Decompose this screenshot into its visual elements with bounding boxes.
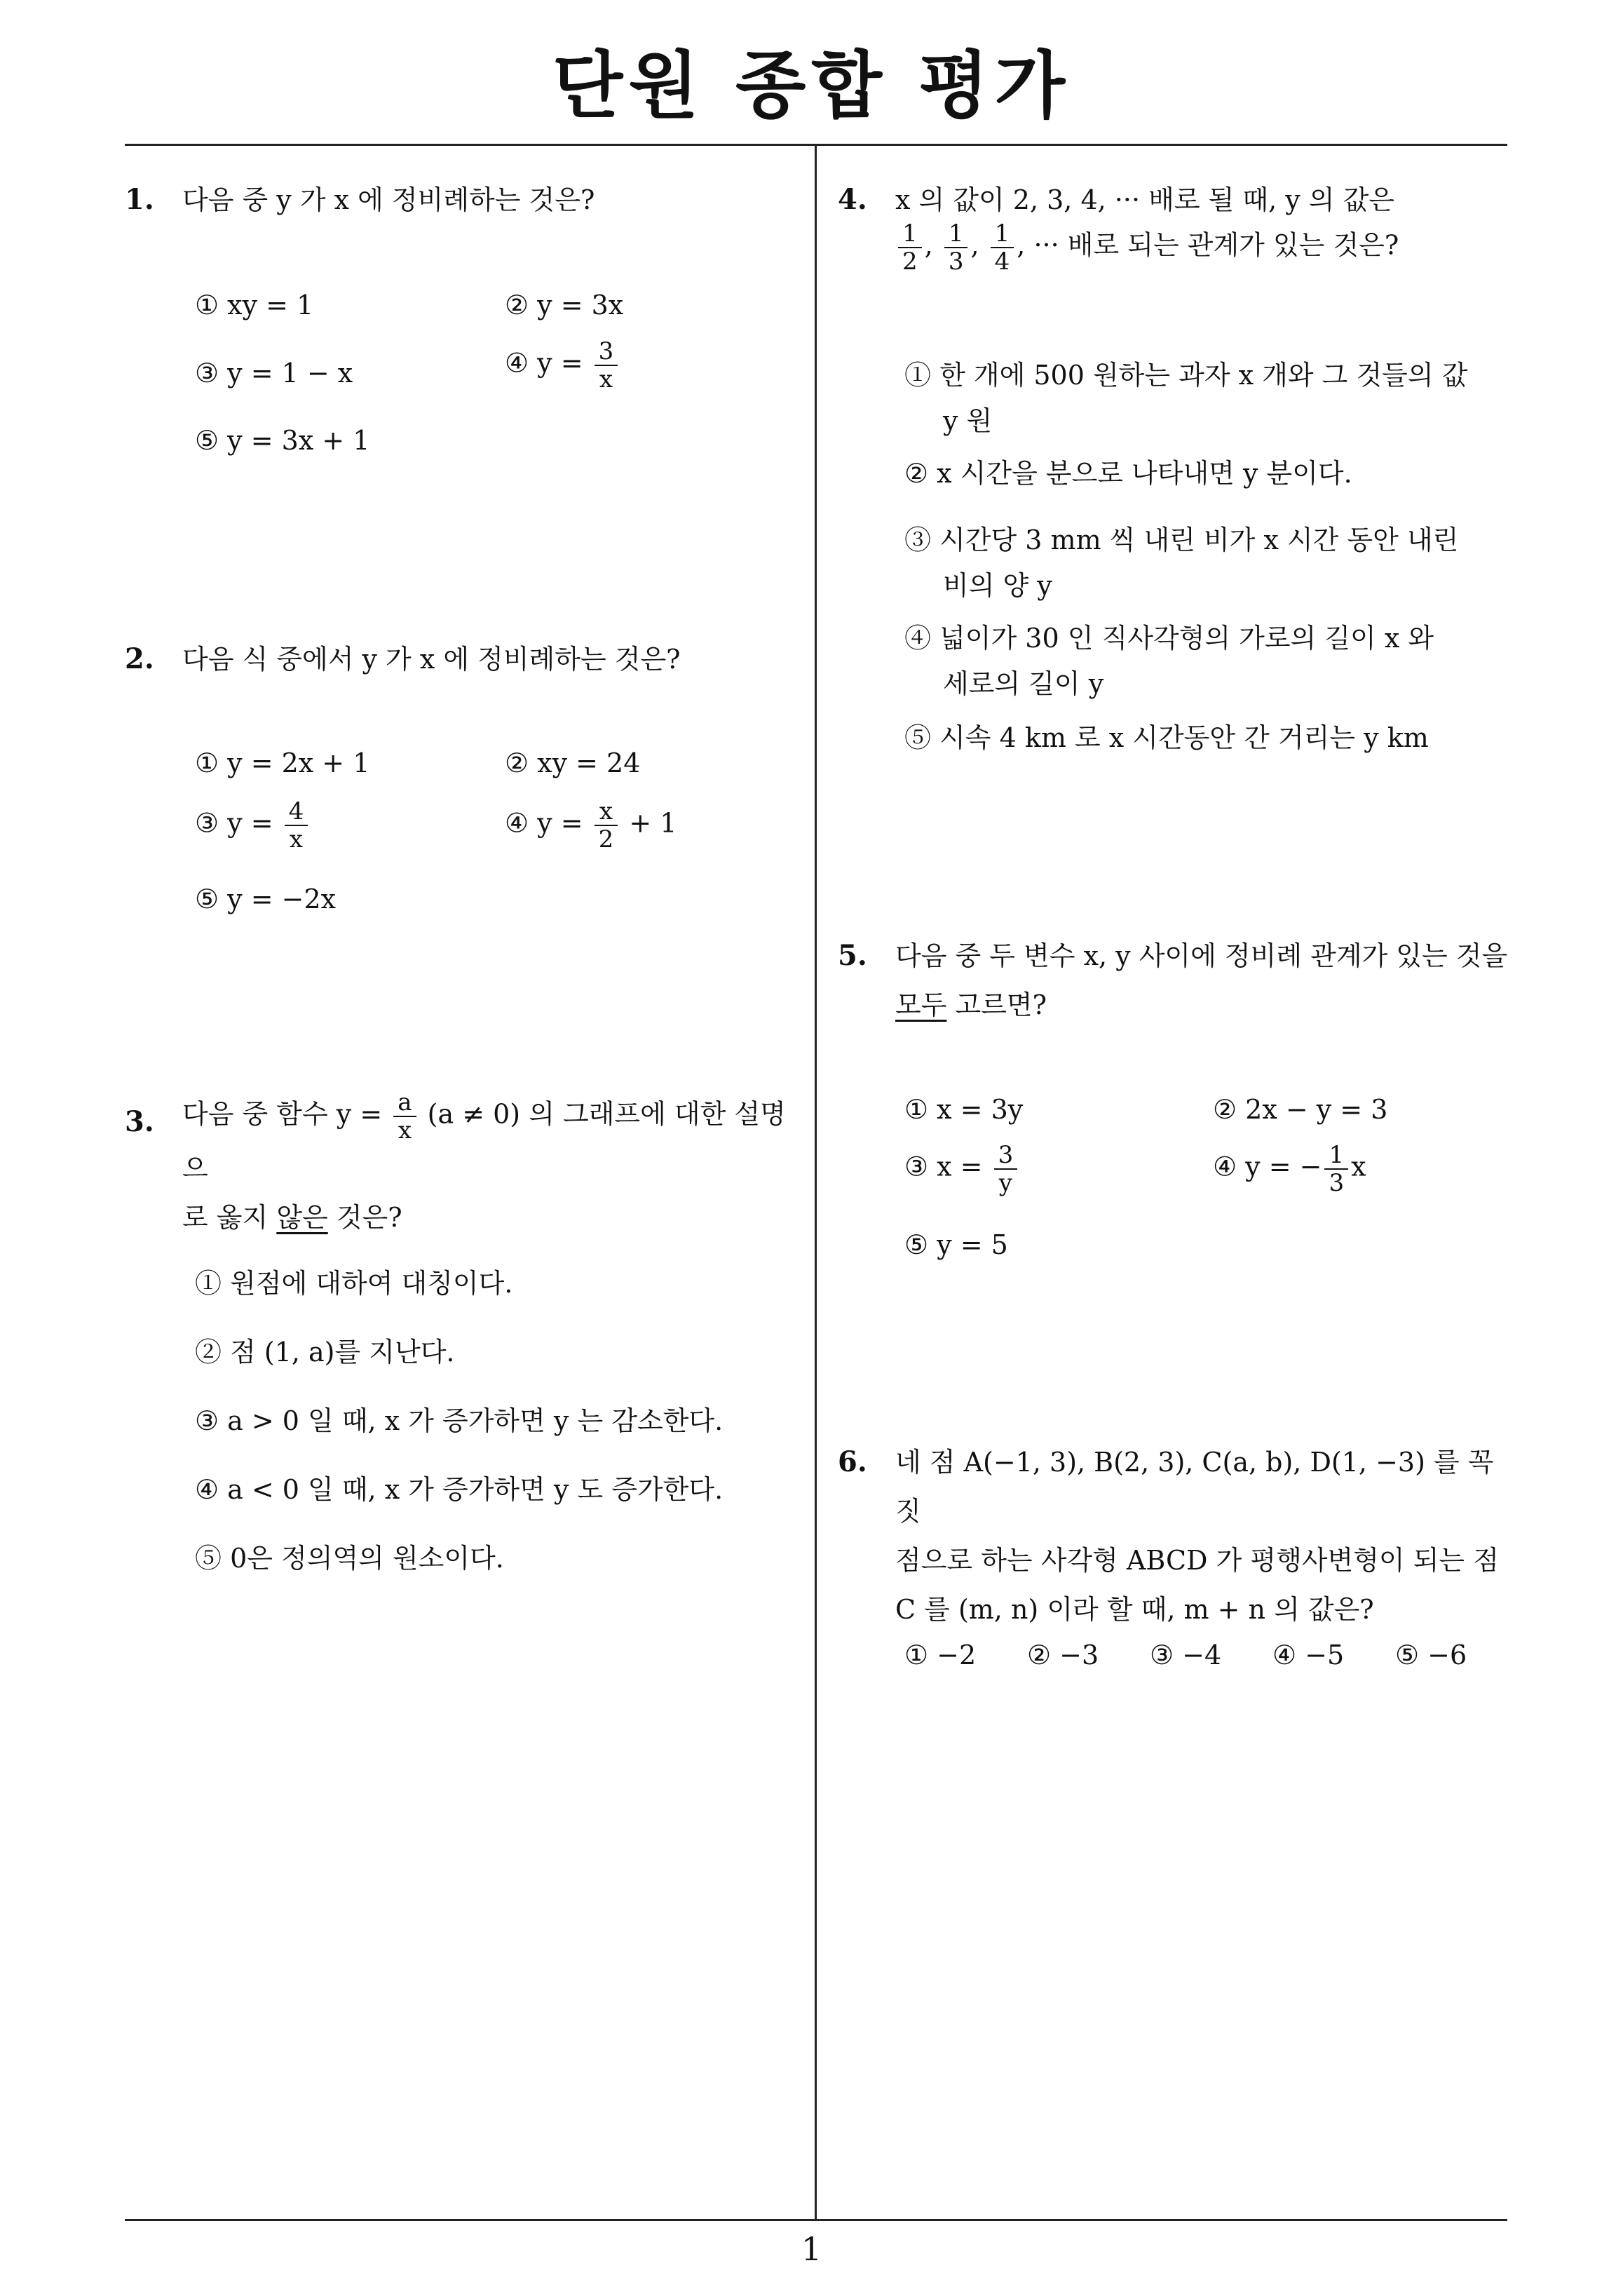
question-number: 3. — [125, 1105, 154, 1138]
question-number: 4. — [838, 183, 867, 216]
q5-option-3[interactable] — [904, 1142, 1020, 1196]
underlined-word: 않은 — [276, 1202, 328, 1233]
fraction — [393, 1089, 416, 1144]
q4-option-3-cont: 비의 양 y — [943, 570, 1052, 601]
fraction — [285, 798, 308, 853]
fraction-denominator: x — [393, 1116, 416, 1144]
q2-option-3[interactable] — [195, 798, 311, 853]
question-number: 2. — [125, 642, 154, 675]
fraction-denominator: x — [285, 825, 308, 853]
question-line-2: $\frac{1}{2}$ , $\frac{1}{3}$ , $\frac{1}{4}$ , ··· 배로 되는 관계가 있는 것은? — [895, 220, 1512, 275]
q3-option-3[interactable]: ③ a > 0 일 때, x 가 증가하면 y 는 감소한다. — [195, 1405, 724, 1436]
fraction-denominator: 2 — [898, 247, 922, 275]
fraction-numerator: 1 — [948, 220, 964, 248]
question-number: 1. — [125, 183, 154, 216]
fraction-numerator: 4 — [288, 797, 304, 825]
underlined-word: 모두 — [895, 990, 947, 1020]
option-label: ④ y = — [505, 807, 583, 839]
option-tail: x — [1351, 1151, 1366, 1182]
option-label: ③ x = — [904, 1151, 983, 1182]
q5-option-5[interactable]: ⑤ y = 5 — [904, 1229, 1008, 1260]
question-text: 다음 중 y 가 x 에 정비례하는 것은? — [182, 184, 595, 215]
q3-option-5[interactable]: ⑤ 0은 정의역의 원소이다. — [195, 1543, 504, 1574]
q5-option-2[interactable]: ② 2x − y = 3 — [1213, 1094, 1388, 1125]
fraction-numerator: 3 — [998, 1141, 1014, 1169]
question-text-a: 다음 중 함수 y = — [182, 1098, 383, 1130]
fraction-numerator: 3 — [598, 337, 614, 365]
page-title: 단원 종합 평가 — [552, 43, 1071, 128]
question-text-d: 것은? — [336, 1202, 402, 1233]
question-line-2: 점으로 하는 사각형 ABCD 가 평행사변형이 되는 점 — [895, 1545, 1499, 1576]
q6-option-3[interactable]: ③ −4 — [1150, 1640, 1222, 1670]
fraction — [1324, 1142, 1348, 1196]
q3-option-2[interactable]: ② 점 (1, a)를 지난다. — [195, 1337, 455, 1368]
q4-option-4-cont: 세로의 길이 y — [943, 668, 1104, 699]
fraction-denominator: x — [595, 365, 618, 393]
option-label: ④ y = − — [1213, 1151, 1322, 1182]
question-text — [895, 175, 1512, 275]
q2-option-4[interactable] — [505, 798, 677, 853]
q4-option-3[interactable]: ③ 시간당 3 mm 씩 내린 비가 x 시간 동안 내린 — [904, 525, 1459, 555]
page-number: 1 — [801, 2230, 822, 2268]
q3-option-4[interactable]: ④ a < 0 일 때, x 가 증가하면 y 도 증가한다. — [195, 1474, 724, 1505]
fraction — [994, 1142, 1018, 1196]
q6-option-4[interactable]: ④ −5 — [1272, 1640, 1345, 1670]
question-text — [895, 1438, 1512, 1634]
fraction-numerator: 1 — [994, 220, 1010, 248]
question-text-b: (a ≠ 0) 의 그래프에 대한 설명으 — [182, 1098, 786, 1184]
question-text: 다음 식 중에서 y 가 x 에 정비례하는 것은? — [182, 644, 681, 675]
q4-option-1-cont: y 원 — [943, 405, 993, 436]
q2-option-2[interactable]: ② xy = 24 — [505, 748, 641, 778]
q4-option-2[interactable]: ② x 시간을 분으로 나타내면 y 분이다. — [904, 458, 1352, 489]
fraction-denominator: y — [994, 1168, 1018, 1196]
fraction-denominator: 2 — [595, 825, 618, 853]
fraction — [991, 220, 1014, 275]
bottom-rule — [125, 2219, 1507, 2221]
option-label: ③ y = — [195, 807, 273, 839]
option-tail: + 1 — [629, 807, 677, 839]
fraction-denominator: 3 — [944, 247, 968, 275]
q1-option-5[interactable]: ⑤ y = 3x + 1 — [195, 425, 370, 456]
fraction — [595, 338, 618, 393]
column-divider — [815, 145, 817, 2220]
q1-option-1[interactable]: ① xy = 1 — [195, 290, 314, 320]
question-line-2-tail: ··· 배로 되는 관계가 있는 것은? — [1033, 229, 1399, 261]
question-text-c: 로 옳지 — [182, 1202, 269, 1233]
q4-option-5[interactable]: ⑤ 시속 4 km 로 x 시간동안 간 거리는 y km — [904, 722, 1429, 753]
q1-option-3[interactable]: ③ y = 1 − x — [195, 358, 353, 389]
option-label: ④ y = — [505, 347, 583, 379]
fraction — [898, 220, 922, 275]
q2-option-5[interactable]: ⑤ y = −2x — [195, 884, 337, 914]
q6-option-5[interactable]: ⑤ −6 — [1395, 1640, 1467, 1670]
fraction — [595, 798, 618, 853]
q2-option-1[interactable]: ① y = 2x + 1 — [195, 748, 370, 778]
fraction-numerator: x — [599, 797, 613, 825]
q1-option-4[interactable] — [505, 338, 620, 393]
q6-option-1[interactable]: ① −2 — [904, 1640, 977, 1670]
q5-option-4[interactable] — [1213, 1142, 1366, 1196]
q6-option-2[interactable]: ② −3 — [1027, 1640, 1099, 1670]
q4-option-4[interactable]: ④ 넓이가 30 인 직사각형의 가로의 길이 x 와 — [904, 623, 1434, 654]
fraction-denominator: 3 — [1324, 1168, 1348, 1196]
question-line-1: 네 점 A(−1, 3), B(2, 3), C(a, b), D(1, −3) 를 꼭짓 — [895, 1447, 1494, 1527]
fraction-denominator: 4 — [991, 247, 1014, 275]
question-text — [182, 1089, 799, 1242]
question-line-3: C 를 (m, n) 이라 할 때, m + n 의 값은? — [895, 1594, 1374, 1625]
q3-option-1[interactable]: ① 원점에 대하여 대칭이다. — [195, 1268, 513, 1299]
fraction-numerator: 1 — [1329, 1141, 1345, 1169]
question-number: 5. — [838, 939, 867, 972]
question-line-2 — [895, 980, 1512, 1029]
fraction-numerator: a — [398, 1088, 412, 1116]
fraction-numerator: 1 — [902, 220, 918, 248]
question-number: 6. — [838, 1445, 867, 1478]
q1-option-2[interactable]: ② y = 3x — [505, 290, 624, 320]
q5-option-1[interactable]: ① x = 3y — [904, 1094, 1024, 1125]
question-line-1: x 의 값이 2, 3, 4, ··· 배로 될 때, y 의 값은 — [895, 184, 1395, 215]
question-line-2-tail: 고르면? — [955, 990, 1047, 1020]
fraction — [944, 220, 968, 275]
q4-option-1[interactable]: ① 한 개에 500 원하는 과자 x 개와 그 것들의 값 — [904, 360, 1468, 391]
question-text — [895, 931, 1512, 1029]
question-line-1: 다음 중 두 변수 x, y 사이에 정비례 관계가 있는 것을 — [895, 940, 1508, 971]
